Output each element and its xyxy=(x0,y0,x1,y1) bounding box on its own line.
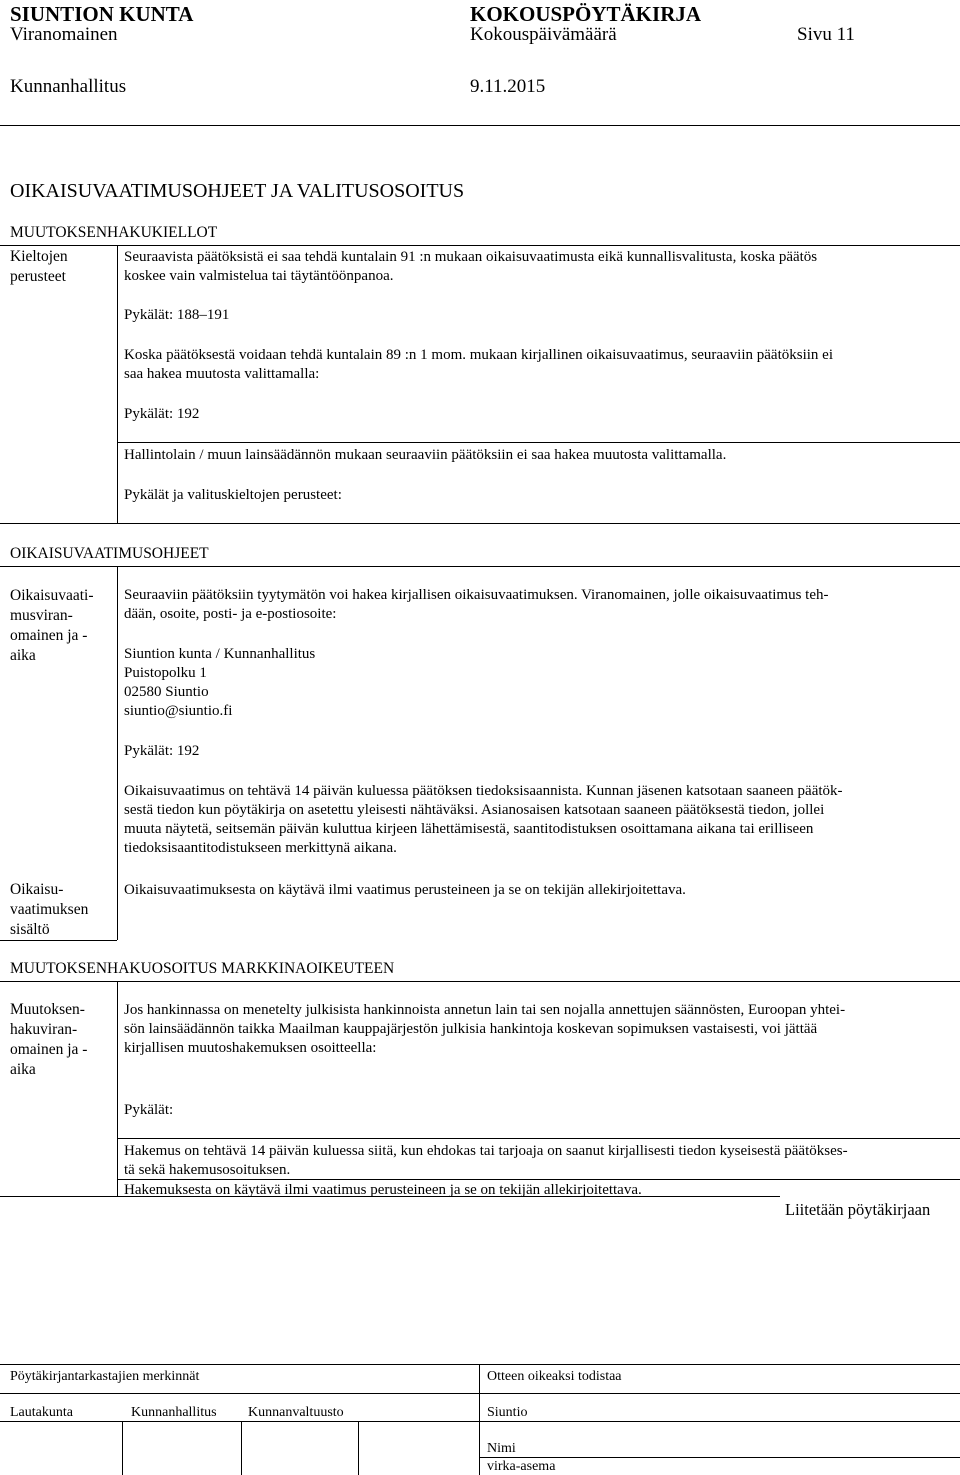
sections-192: Pykälät: 192 xyxy=(124,406,200,422)
footer-place: Siuntio xyxy=(487,1405,528,1420)
section3-label: Muutoksen- hakuviran- omainen ja - aika xyxy=(10,1001,88,1078)
meeting-date: 9.11.2015 xyxy=(470,76,546,97)
section-title-oikaisuvaatimusohjeet: OIKAISUVAATIMUSOHJEET xyxy=(10,545,209,562)
footer-col-rule-3 xyxy=(358,1421,359,1475)
footer-title-label: virka-asema xyxy=(487,1459,556,1474)
section-title-markkinaoikeus: MUUTOKSENHAKUOSOITUS MARKKINAOIKEUTEEN xyxy=(10,960,395,977)
section1-label: Kieltojen perusteet xyxy=(10,248,68,285)
footer-org-kunnanhallitus: Kunnanhallitus xyxy=(131,1405,217,1420)
procurement-paragraph: Jos hankinnassa on menetelty julkisista hankinnoista annetun lain tai sen nojalla annettujen säännösten, Euroopan yhtei- sön lainsäädännön taikka Maailman kauppajärjestön julkisia hankintoja koskevan sopimuksen vastaisesti, voi jättää kirjallisen muutoshakemuksen osoitteella: xyxy=(124,1002,846,1056)
section2-top-rule xyxy=(0,566,960,567)
header-divider xyxy=(0,125,960,126)
section1-bottom-rule xyxy=(0,523,960,524)
section3-inner-rule-2 xyxy=(117,1179,960,1180)
administrative-law-paragraph: Hallintolain / muun lainsäädännön mukaan seuraaviin päätöksiin ei saa hakea muutosta valittamalla. xyxy=(124,447,727,463)
section2-column-rule xyxy=(117,566,118,940)
authority-name: Kunnanhallitus xyxy=(10,76,127,97)
section3-top-rule xyxy=(0,981,960,982)
rectification-authority-paragraph: Seuraaviin päätöksiin tyytymätön voi hakea kirjallisen oikaisuvaatimuksen. Viranomainen, jolle oikaisuvaatimus teh- dään, osoite, posti- ja e-postiosoite: xyxy=(124,587,829,622)
footer-rule-3 xyxy=(0,1421,960,1422)
document-type: KOKOUSPÖYTÄKIRJA xyxy=(470,2,702,26)
section1-top-rule xyxy=(0,245,960,246)
reviewers-label: Pöytäkirjantarkastajien merkinnät xyxy=(10,1369,200,1384)
section3-bottom-rule xyxy=(0,1196,780,1197)
page-title: OIKAISUVAATIMUSOHJEET JA VALITUSOSOITUS xyxy=(10,180,465,202)
section1-inner-rule xyxy=(117,442,960,443)
section3-column-rule xyxy=(117,981,118,1196)
sections-188-191: Pykälät: 188–191 xyxy=(124,307,230,323)
section-title-muutoksenhakukiellot: MUUTOKSENHAKUKIELLOT xyxy=(10,224,218,241)
footer-name-label: Nimi xyxy=(487,1441,516,1456)
prohibition-paragraph: Seuraavista päätöksistä ei saa tehdä kuntalain 91 :n mukaan oikaisuvaatimusta eikä kunnallisvalitusta, koska päätös koskee vain valmistelua tai täytäntöönpanoa. xyxy=(124,249,818,284)
content-requirements-paragraph: Oikaisuvaatimuksesta on käytävä ilmi vaatimus perusteineen ja se on tekijän allekirjoitettava. xyxy=(124,882,686,898)
footer-top-rule xyxy=(0,1364,960,1365)
section3-sections: Pykälät: xyxy=(124,1102,174,1118)
attachment-note: Liitetään pöytäkirjaan xyxy=(785,1200,931,1219)
meeting-date-label: Kokouspäivämäärä xyxy=(470,24,617,45)
section1-column-rule xyxy=(117,245,118,523)
section2-sections-192: Pykälät: 192 xyxy=(124,743,200,759)
authority-address: Siuntion kunta / Kunnanhallitus Puistopolku 1 02580 Siuntio siuntio@siuntio.fi xyxy=(124,646,316,719)
deadline-paragraph: Oikaisuvaatimus on tehtävä 14 päivän kuluessa päätöksen tiedoksisaannista. Kunnan jäsenen katsotaan saaneen päätök- sestä tiedon kun pöytäkirja on asetettu yleisesti nähtäväksi. Asianosaisen katsotaan saaneen päätöksestä tiedon, jollei muuta näytetä, seitsemän päivän kuluttua kirjeen lähettämisestä, saantitodistuksen osoittamana aikana tai erilliseen tiedoksisaantitodistukseen merkittynä aikana. xyxy=(124,783,843,856)
authority-label: Viranomainen xyxy=(10,24,118,45)
footer-rule-4 xyxy=(479,1457,960,1458)
footer-col-rule-2 xyxy=(241,1421,242,1475)
section2-label-authority: Oikaisuvaati- musviran- omainen ja - aika xyxy=(10,587,94,664)
municipality-name: SIUNTION KUNTA xyxy=(10,2,194,26)
footer-center-rule xyxy=(479,1364,480,1475)
email-link[interactable]: siuntio@siuntio.fi xyxy=(124,703,233,719)
sections-and-grounds: Pykälät ja valituskieltojen perusteet: xyxy=(124,487,342,503)
application-deadline-paragraph: Hakemus on tehtävä 14 päivän kuluessa siitä, kun ehdokas tai tarjoaja on saanut kirjallisesti tiedon kyseisestä päätökses- tä sekä hakemusosoituksen. xyxy=(124,1143,848,1178)
footer-org-lautakunta: Lautakunta xyxy=(10,1405,73,1420)
footer-col-rule-1 xyxy=(122,1421,123,1475)
section3-inner-rule xyxy=(117,1138,960,1139)
footer-rule-2 xyxy=(0,1393,960,1394)
section2-label-content: Oikaisu- vaatimuksen sisältö xyxy=(10,881,89,938)
footer-org-kunnanvaltuusto: Kunnanvaltuusto xyxy=(248,1405,344,1420)
certified-label: Otteen oikeaksi todistaa xyxy=(487,1369,622,1384)
application-content-paragraph: Hakemuksesta on käytävä ilmi vaatimus perusteineen ja se on tekijän allekirjoitettava. xyxy=(124,1182,642,1198)
page-number: Sivu 11 xyxy=(797,24,855,45)
rectification-paragraph: Koska päätöksestä voidaan tehdä kuntalain 89 :n 1 mom. mukaan kirjallinen oikaisuvaatimus, seuraaviin päätöksiin ei saa hakea muutosta valittamalla: xyxy=(124,347,833,382)
section2-bottom-rule xyxy=(0,940,117,941)
